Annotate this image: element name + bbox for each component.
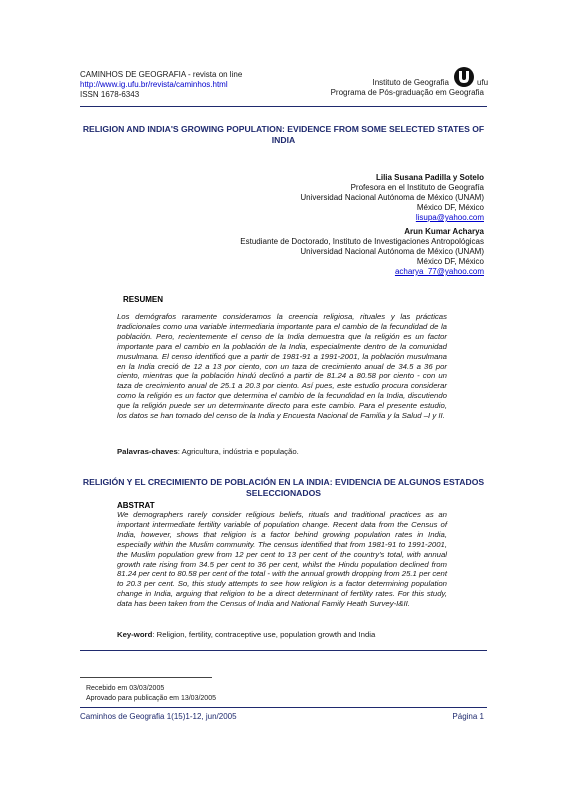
- author-city: México DF, México: [416, 257, 484, 266]
- journal-issn: ISSN 1678-6343: [80, 90, 140, 99]
- journal-header: [80, 70, 242, 100]
- institute-header: [331, 78, 484, 98]
- resumen-text: Los demógrafos raramente consideramos la creencia religiosa, rituales y las prácticas tradicionales como una variable intermediaria importante para el cambio de la fecundidad de la población. Pero, recientemente el censo de la India demuestra que la religión es un factor importante para el cambio en la población de la India, especialmente dentro de la comunidad musulmana. El censo identificó que a partir de 1981-91 a 1991-2001, la población musulmana en la India creció de 12 a 13 por ciento, con un taza de crecimiento anual de 34.5 a 36 por ciento, mientras que la población hindú declinó a partir de 81.24 a 80.58 por ciento - con un taza de crecimiento anual de 25.1 a 20.3 por ciento. Así pues, este estudio procura considerar como la religión es un factor que determina el cambio de la fecundidad en la India, discutiendo que la religión puede ser un determinante directo para este cambio. Para el presente estudio, los datos se han tomado del censo de la India y Encuesta Nacional de Familia y la Salud –I y II.: [117, 312, 447, 421]
- palavras-chaves: [117, 447, 299, 456]
- program-name: Programa de Pós-graduação em Geografia: [330, 88, 484, 97]
- author-position: Estudiante de Doctorado, Instituto de Investigaciones Antropológicas: [240, 237, 484, 246]
- content-divider: [80, 650, 487, 651]
- abstract-text: We demographers rarely consider religious beliefs, rituals and traditional practices as an important intermediate fertility variable of population change. Recent data from the Census of India, however, shows that religion is a factor behind growing population rates in India, especially within the Muslim community. The census identified that from 1981-91 to 1991-2001, the Muslim population grew from 12 per cent to 13 per cent of the country's total, with annual growth rate rising from 34.5 per cent to 36 per cent, whilst the Hindu population declined from 81.24 per cent to 80.58 per cent of the total - with the annual growth dropping from 25.1 per cent to 20.3 per cent. So, this study attempts to see how religion is a factor determining population change in India, arguing that religion to be a direct determinant of fertility rates. For this study, data has been taken from the Census of India and National Family Heath Survey-I&II.: [117, 510, 448, 609]
- keyword-label: Key-word: [117, 630, 153, 639]
- author-position: Profesora en el Instituto de Geografía: [350, 183, 484, 192]
- author-block-1: [300, 173, 484, 223]
- author-email-link[interactable]: acharya_77@yahoo.com: [394, 267, 484, 276]
- journal-url-link[interactable]: http://www.ig.ufu.br/revista/caminhos.html: [80, 80, 228, 89]
- author-name: Lilia Susana Padilla y Sotelo: [375, 173, 484, 182]
- footnote-divider: [80, 677, 212, 678]
- article-title-es: RELIGIÓN Y EL CRECIMIENTO DE POBLACIÓN EN LA INDIA: EVIDENCIA DE ALGUNOS ESTADOS SELECCIONADOS: [82, 477, 485, 498]
- resumen-heading: RESUMEN: [123, 295, 164, 304]
- page-number: Página 1: [452, 712, 484, 721]
- palavras-text: : Agricultura, indústria e população.: [177, 447, 299, 456]
- palavras-label: Palavras-chaves: [117, 447, 178, 456]
- author-name: Arun Kumar Acharya: [404, 227, 484, 236]
- footnote: [86, 684, 216, 704]
- received-date: Recebido em 03/03/2005: [86, 685, 165, 692]
- approved-date: Aprovado para publicação em 13/03/2005: [86, 695, 216, 702]
- author-affiliation: Universidad Nacional Autónoma de México (UNAM): [300, 247, 484, 256]
- journal-name: CAMINHOS DE GEOGRAFIA - revista on line: [80, 70, 243, 79]
- footer-divider: [80, 707, 487, 708]
- author-email-link[interactable]: lisupa@yahoo.com: [415, 213, 484, 222]
- author-affiliation: Universidad Nacional Autónoma de México (UNAM): [300, 193, 484, 202]
- institute-name: Instituto de Geografia: [372, 78, 449, 87]
- author-city: México DF, México: [416, 203, 484, 212]
- footer-citation: Caminhos de Geografia 1(15)1-12, jun/2005: [80, 712, 237, 721]
- ufu-logo-text: ufu: [477, 78, 489, 87]
- abstract-heading: ABSTRAT: [117, 501, 155, 510]
- header-divider: [80, 106, 487, 107]
- key-word: [117, 630, 375, 639]
- author-block-2: [240, 227, 484, 277]
- article-title-en: RELIGION AND INDIA'S GROWING POPULATION: EVIDENCE FROM SOME SELECTED STATES OF INDIA: [82, 124, 485, 145]
- keyword-text: : Religion, fertility, contraceptive use, population growth and India: [152, 630, 376, 639]
